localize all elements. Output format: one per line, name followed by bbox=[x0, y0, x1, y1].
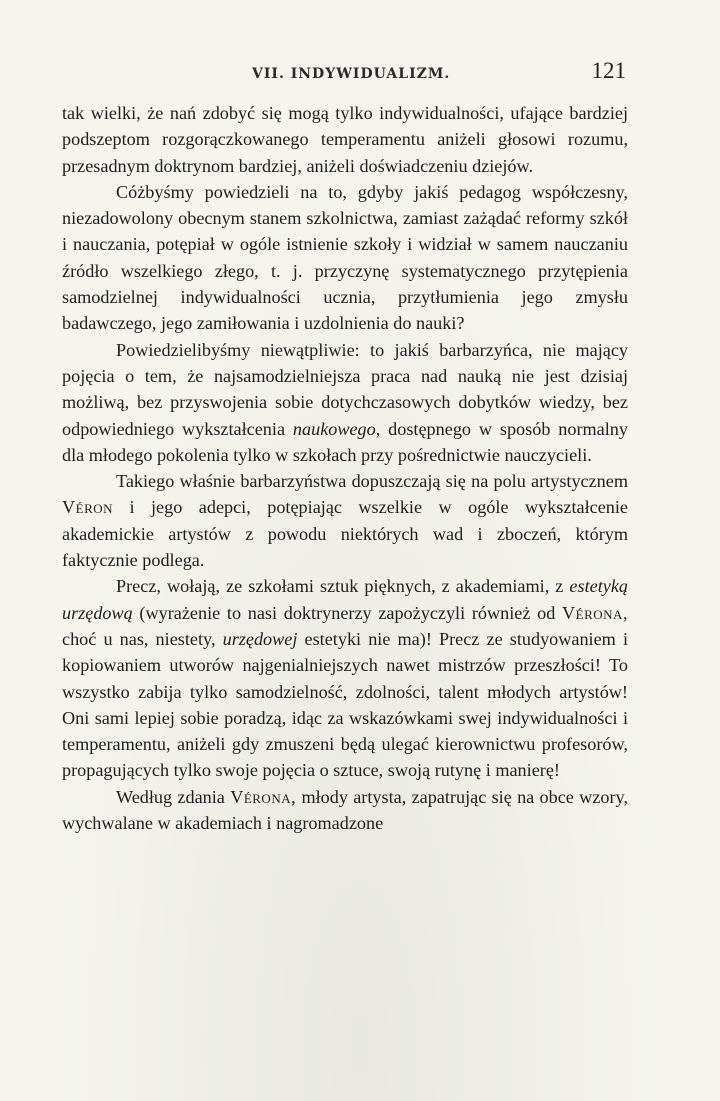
text-run: Powiedzielibyśmy niewątpliwie: to jakiś barbarzyńca, nie mający pojęcia o tem, że najsamodzielniejsza praca nad nauką nie jest dzisiaj możliwą, bez przyswojenia sobie dotychczasowych dobytków wiedzy, bez odpowiedniego wykształcenia bbox=[62, 339, 628, 439]
italic-text: naukowego, bbox=[292, 418, 381, 439]
body-text bbox=[62, 100, 628, 836]
paragraph bbox=[62, 337, 628, 468]
italic-text: urzędowej bbox=[222, 628, 298, 649]
small-caps-name: Vérona, bbox=[230, 786, 297, 807]
page-header bbox=[62, 58, 630, 92]
text-run: estetyki nie ma)! Precz ze studyowaniem i kopiowaniem utworów najgenialniejszych nawet mistrzów przeszłości! To wszystko zabija tylko samodzielność, zdolności, talent młodych artystów! Oni sami lepiej sobie poradzą, idąc za wskazówkami swej indywidualności i temperamentu, aniżeli gdy zmuszeni będą ulegać kierownictwu profesorów, propagujących tylko swoje pojęcia o sztuce, swoją rutynę i manierę! bbox=[62, 628, 628, 781]
paragraph bbox=[62, 573, 628, 783]
text-run: dostępnego w sposób normalny dla młodego pokolenia tylko w szkołach przy pośrednictwie nauczycieli. bbox=[62, 418, 628, 465]
running-title: VII. INDYWIDUALIZM. bbox=[252, 66, 451, 82]
text-run: tak wielki, że nań zdobyć się mogą tylko indywidualności, ufające bardziej podszeptom rozgorączkowanego temperamentu aniżeli głosowi rozumu, przesadnym doktrynom bardziej, aniżeli doświadczeniu dziejów. bbox=[62, 103, 628, 176]
paragraph bbox=[62, 179, 628, 337]
text-run: Takiego właśnie barbarzyństwa dopuszczają się na polu artystycznem bbox=[116, 471, 628, 492]
text-run: Precz, wołają, ze szkołami sztuk pięknych, z akademiami, z bbox=[116, 576, 570, 597]
paragraph bbox=[62, 468, 628, 573]
small-caps-name: Véron bbox=[62, 497, 114, 518]
paragraph bbox=[62, 100, 628, 179]
paragraph bbox=[62, 784, 628, 837]
text-run: choć u nas, niestety, bbox=[62, 628, 223, 649]
text-run: młody artysta, zapatrując się na obce wzory, wychwalane w akademiach i nagromadzone bbox=[62, 786, 628, 834]
small-caps-name: Vérona, bbox=[562, 602, 628, 623]
text-run: (wyrażenie to nasi doktrynerzy zapożyczyli również od bbox=[132, 602, 563, 623]
italic-text: estetyką urzędową bbox=[62, 576, 628, 623]
text-run: Cóżbyśmy powiedzieli na to, gdyby jakiś pedagog współczesny, niezadowolony obecnym stanem szkolnictwa, zamiast zażądać reformy szkół i nauczania, potępiał w ogóle istnienie szkoły i widział w samem nauczaniu źródło wszelkiego złego, t. j. przyczynę systematycznego przytępienia samodzielnej indywidualności ucznia, przytłumienia jego zmysłu badawczego, jego zamiłowania i uzdolnienia do nauki? bbox=[62, 181, 628, 334]
page-number: 121 bbox=[591, 58, 626, 83]
text-run: i jego adepci, potępiając wszelkie w ogóle wykształcenie akademickie artystów z powodu niektórych wad i zboczeń, którym faktycznie podlega. bbox=[62, 497, 628, 571]
text-run: Według zdania bbox=[116, 786, 231, 807]
